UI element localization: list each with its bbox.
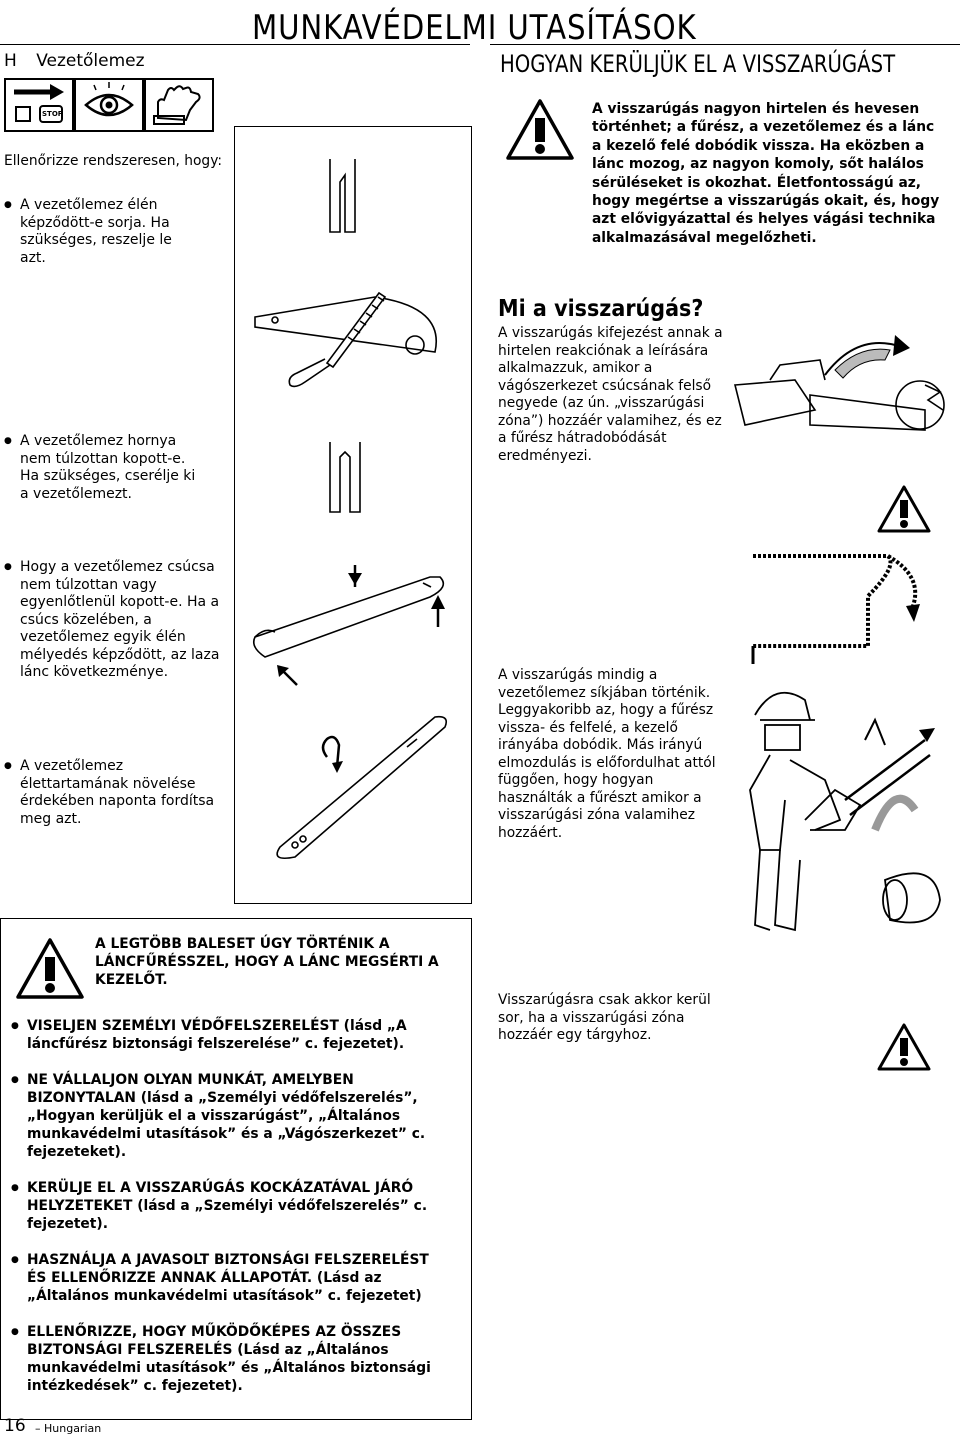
bar-groove-profile-worn bbox=[330, 442, 360, 512]
warning-item-avoid-kickback: ● KERÜLJE EL A VISSZARÚGÁS KOCKÁZATÁVAL JÁRÓ HELYZETEKET (lásd a „Személyi védőfelszerelés” c. fejezetet). bbox=[27, 1179, 452, 1233]
kickback-arc-drawing bbox=[748, 546, 948, 666]
header-rule-left bbox=[0, 44, 470, 45]
warning-triangle-small-icon bbox=[876, 484, 932, 534]
stop-label: STOP bbox=[42, 110, 63, 118]
section-title: Vezetőlemez bbox=[36, 51, 145, 71]
rotate-arrow-icon bbox=[323, 737, 343, 773]
eye-inspect-icon bbox=[74, 78, 144, 132]
bullet-flip-bar: ● A vezetőlemez élettartamának növelése érdekében naponta fordítsa meg azt. bbox=[20, 758, 225, 828]
kickback-warning-text: A visszarúgás nagyon hirtelen és hevesen történhet; a fűrész, a vezetőlemez és a lánc a kezelő felé dobódik vissza. Ha eközben a lánc mozog, az nagyon komoly, sőt halálos sérüléseket is okozhat. Életfontosságú az, hogy megértse a visszarúgás okait, és, hogy azt elővigyázattal és helyes vágási technika alkalmazásával megelőzheti. bbox=[592, 101, 940, 246]
subtitle: HOGYAN KERÜLJÜK EL A VISSZARÚGÁST bbox=[500, 50, 896, 78]
warning-triangle-icon bbox=[505, 98, 575, 162]
bar-with-file-drawing bbox=[255, 293, 436, 386]
page-language: – Hungarian bbox=[35, 1422, 102, 1435]
kickback-definition: A visszarúgás kifejezést annak a hirtelen reakciónak a leírására alkalmazzuk, amikor a vágószerkezet csúcsának felső negyede (az ún. „visszarúgási zóna”) hozzáér valamihez, és ez a fűrész hátradobódását eredményezi. bbox=[498, 325, 723, 464]
kickback-contact-text: Visszarúgásra csak akkor kerül sor, ha a visszarúgási zóna hozzáér egy tárgyhoz. bbox=[498, 992, 711, 1043]
page-number: 16 bbox=[4, 1416, 26, 1436]
kickback-plane-text: A visszarúgás mindig a vezetőlemez síkjában történik. Leggyakoribb az, hogy a fűrész vissza- és felfelé, a kezelő irányába dobódik. Más irányú elmozdulás is előfordulhat attól függően, hogy hogyan használták a fűrészt amikor a visszarúgási zóna valamihez hozzáért. bbox=[498, 667, 716, 841]
flip-bar-drawing bbox=[277, 717, 446, 859]
bullet-tip-wear: ● Hogy a vezetőlemez csúcsa nem túlzottan vagy egyenlőtlenül kopott-e. Ha a csúcs közelében, a vezetőlemez egyik élén mélyedés képződött, az laza lánc következménye. bbox=[20, 559, 230, 682]
main-title: MUNKAVÉDELMI UTASÍTÁSOK bbox=[252, 8, 697, 48]
operator-kickback-drawing bbox=[735, 680, 945, 950]
bullet-groove: ● A vezetőlemez hornya nem túlzottan kopott-e. Ha szükséges, cserélje ki a vezetőlemezt. bbox=[20, 433, 205, 503]
bar-maintenance-drawings bbox=[235, 127, 471, 903]
bar-groove-profile-good bbox=[330, 159, 355, 232]
warning-item-check-safety: ● ELLENŐRIZZE, HOGY MŰKÖDŐKÉPES AZ ÖSSZES BIZTONSÁGI FELSZERELÉS (Lásd az „Általános munkavédelmi utasítások” és „Általános biztonsági intézkedések” c. fejezetet). bbox=[27, 1323, 452, 1395]
glove-icon bbox=[144, 78, 214, 132]
check-intro: Ellenőrizze rendszeresen, hogy: bbox=[4, 153, 223, 169]
kickback-heading: Mi a visszarúgás? bbox=[498, 296, 704, 322]
bar-tip-wear-drawing bbox=[254, 577, 444, 657]
header-rule-right bbox=[490, 44, 960, 45]
warning-item-ppe: ● VISELJEN SZEMÉLYI VÉDŐFELSZERELÉST (lásd „A láncfűrész biztonsági felszerelése” c. fejezetet). bbox=[27, 1017, 452, 1053]
bullet-burr: ● A vezetőlemez élén képződött-e sorja. Ha szükséges, reszelje le azt. bbox=[20, 197, 200, 267]
section-heading bbox=[4, 51, 145, 71]
safety-warning-box bbox=[0, 918, 472, 1420]
stop-switch-icon bbox=[4, 78, 74, 132]
warning-triangle-box-icon bbox=[15, 937, 85, 1001]
warning-item-equipment: ● HASZNÁLJA A JAVASOLT BIZTONSÁGI FELSZERELÉST ÉS ELLENŐRIZZE ANNAK ÁLLAPOTÁT. (Lásd az „Általános munkavédelmi utasítások” c. fejezetet) bbox=[27, 1251, 452, 1305]
section-letter: H bbox=[4, 51, 17, 71]
bar-maintenance-figure bbox=[234, 126, 472, 904]
wear-arrows bbox=[277, 565, 445, 685]
instruction-icons bbox=[4, 78, 214, 130]
kickback-zone-drawing bbox=[725, 330, 955, 470]
warning-triangle-bottom-icon bbox=[876, 1022, 932, 1072]
warning-box-title: A LEGTÖBB BALESET ÚGY TÖRTÉNIK A LÁNCFŰRÉSSZEL, HOGY A LÁNC MEGSÉRTI A KEZELŐT. bbox=[95, 936, 439, 988]
warning-item-uncertain: ● NE VÁLLALJON OLYAN MUNKÁT, AMELYBEN BIZONYTALAN (lásd a „Személyi védőfelszerelés”, „Hogyan kerüljük el a visszarúgást”, „Általános munkavédelmi utasítások” és a „Vágószerkezet” c. fejezeteket). bbox=[27, 1071, 452, 1161]
